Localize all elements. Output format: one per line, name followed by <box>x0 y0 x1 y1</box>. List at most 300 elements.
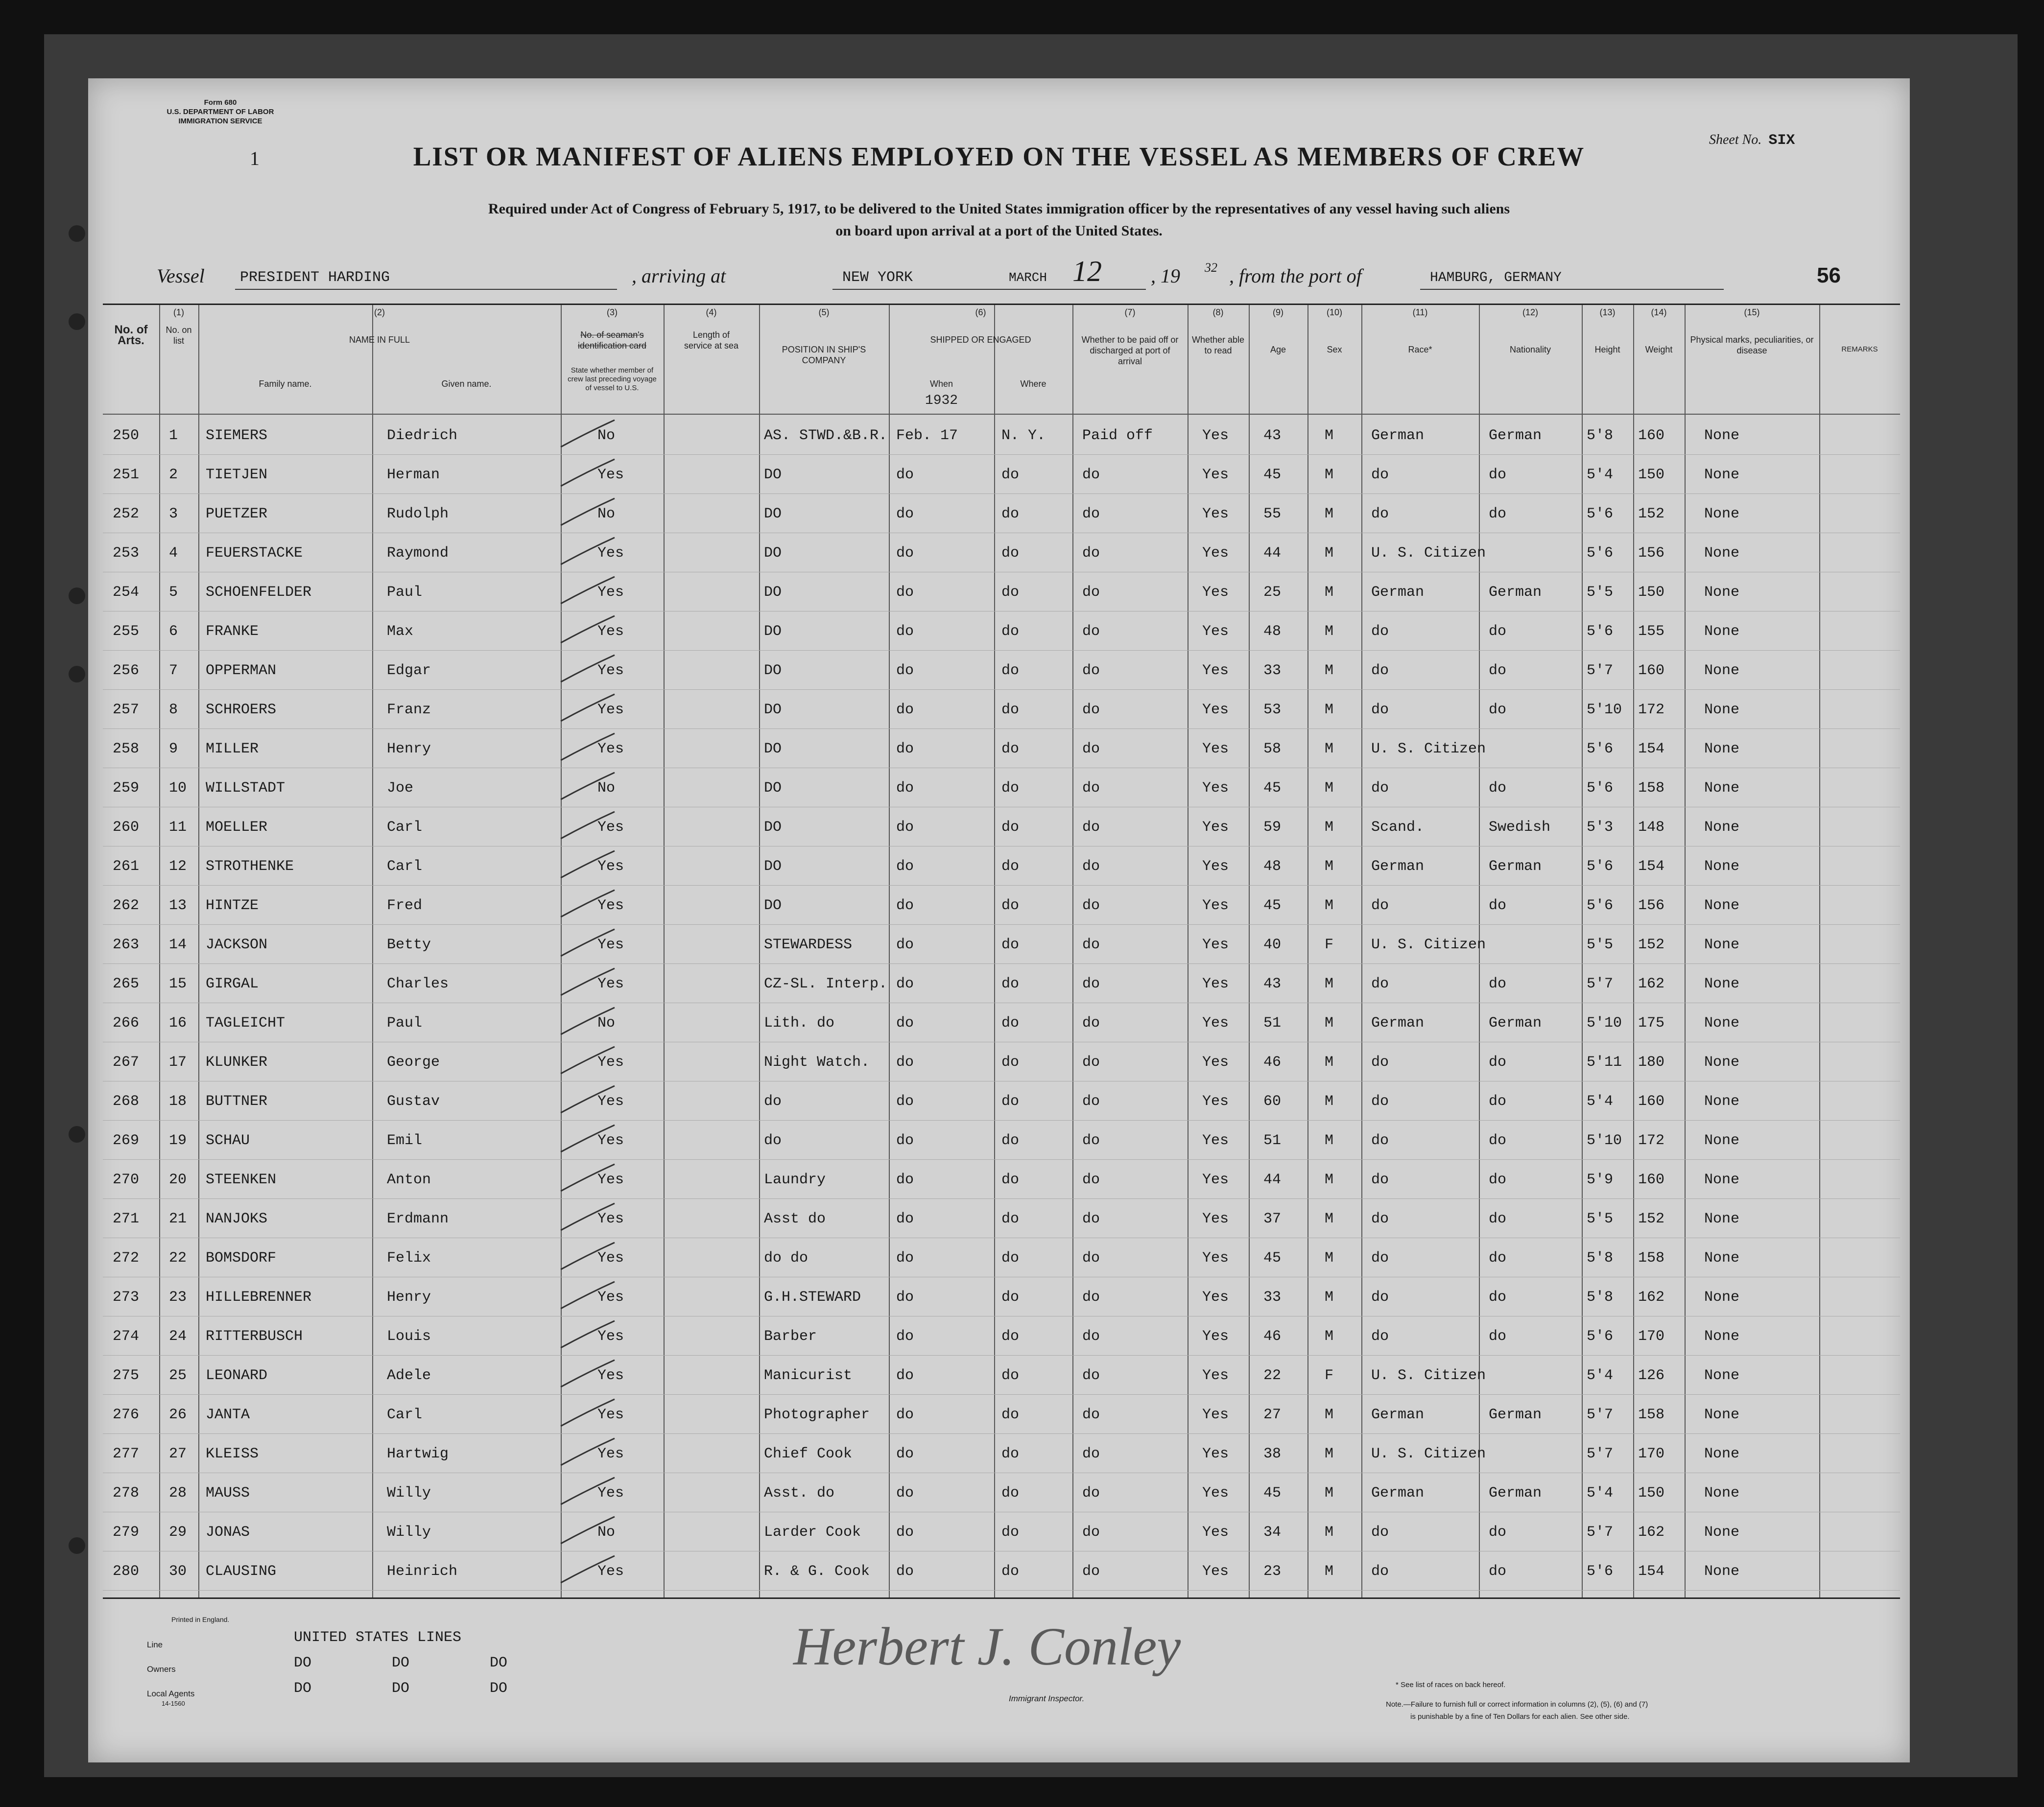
cell-no: 9 <box>169 741 178 757</box>
cell-prev: Yes <box>597 702 624 718</box>
cell-given: Carl <box>387 858 423 875</box>
cell-given: Hartwig <box>387 1446 449 1462</box>
cell-given: Adele <box>387 1367 431 1384</box>
cell-no: 6 <box>169 623 178 640</box>
cell-weight: 158 <box>1638 780 1665 797</box>
cell-arts: 256 <box>113 662 140 679</box>
cell-prev: Yes <box>597 623 624 640</box>
cell-prev: Yes <box>597 1054 624 1071</box>
cell-height: 5'6 <box>1587 1563 1614 1580</box>
subtitle-line-1: Required under Act of Congress of February 5, 1917, to be delivered to the United States immigration officer by the representatives of any vessel having such aliens <box>488 201 1510 217</box>
cell-race: do <box>1371 1250 1389 1267</box>
cell-given: Carl <box>387 819 423 836</box>
header-weight: Weight <box>1645 345 1673 354</box>
header-col-10-num: (10) <box>1326 307 1342 317</box>
cell-weight: 152 <box>1638 937 1665 953</box>
cell-weight: 172 <box>1638 702 1665 718</box>
cell-prev: Yes <box>597 1328 624 1345</box>
cell-when: do <box>896 1250 914 1267</box>
cell-when: do <box>896 976 914 992</box>
cell-family: GIRGAL <box>206 976 259 992</box>
cell-when: do <box>896 1093 914 1110</box>
cell-height: 5'6 <box>1587 506 1614 522</box>
cell-given: Heinrich <box>387 1563 458 1580</box>
cell-arts: 257 <box>113 702 140 718</box>
crew-table <box>103 304 1900 1599</box>
cell-nat: do <box>1489 1054 1507 1071</box>
cell-arts: 270 <box>113 1172 140 1188</box>
form-identifier <box>147 98 294 126</box>
cell-race: do <box>1371 467 1389 483</box>
cell-height: 5'7 <box>1587 976 1614 992</box>
cell-sex: M <box>1325 897 1334 914</box>
cell-position: Night Watch. <box>764 1054 870 1071</box>
header-col-11-num: (11) <box>1412 307 1428 317</box>
cell-read: Yes <box>1202 702 1229 718</box>
cell-where: do <box>1001 1015 1020 1032</box>
agents-value-1: DO <box>294 1680 312 1697</box>
table-row <box>103 652 1900 690</box>
cell-race: do <box>1371 1132 1389 1149</box>
cell-prev: Yes <box>597 1093 624 1110</box>
cell-given: Diedrich <box>387 427 458 444</box>
header-sex: Sex <box>1327 345 1342 354</box>
punch-hole <box>69 1537 85 1554</box>
table-row <box>103 926 1900 964</box>
cell-position: DO <box>764 545 782 562</box>
cell-no: 28 <box>169 1485 187 1502</box>
cell-position: DO <box>764 623 782 640</box>
table-row <box>103 1513 1900 1551</box>
cell-paid: do <box>1082 1054 1100 1071</box>
cell-arts: 261 <box>113 858 140 875</box>
table-row <box>103 534 1900 572</box>
header-no-on-list: No. on list <box>166 325 192 346</box>
header-no-arts: No. of Arts. <box>114 323 148 347</box>
cell-position: CZ-SL. Interp. <box>764 976 888 992</box>
cell-arts: 253 <box>113 545 140 562</box>
cell-no: 16 <box>169 1015 187 1032</box>
cell-weight: 154 <box>1638 741 1665 757</box>
cell-family: KLUNKER <box>206 1054 268 1071</box>
cell-position: DO <box>764 702 782 718</box>
cell-when: do <box>896 858 914 875</box>
header-seaman-card: No. of seaman's identification card <box>577 330 647 351</box>
header-col-12-num: (12) <box>1522 307 1538 317</box>
cell-weight: 150 <box>1638 584 1665 601</box>
cell-when: do <box>896 702 914 718</box>
cell-sex: M <box>1325 506 1334 522</box>
cell-height: 5'6 <box>1587 897 1614 914</box>
cell-nat: do <box>1489 1211 1507 1227</box>
cell-position: Asst. do <box>764 1485 835 1502</box>
cell-race: do <box>1371 1172 1389 1188</box>
cell-where: do <box>1001 1485 1020 1502</box>
cell-arts: 272 <box>113 1250 140 1267</box>
cell-where: do <box>1001 584 1020 601</box>
cell-no: 27 <box>169 1446 187 1462</box>
cell-sex: M <box>1325 584 1334 601</box>
cell-where: do <box>1001 1093 1020 1110</box>
cell-given: Henry <box>387 741 431 757</box>
cell-arts: 267 <box>113 1054 140 1071</box>
cell-arts: 269 <box>113 1132 140 1149</box>
cell-when: do <box>896 1211 914 1227</box>
cell-position: DO <box>764 467 782 483</box>
cell-sex: M <box>1325 858 1334 875</box>
cell-weight: 155 <box>1638 623 1665 640</box>
cell-position: DO <box>764 780 782 797</box>
cell-no: 4 <box>169 545 178 562</box>
cell-where: do <box>1001 702 1020 718</box>
cell-race: U. S. Citizen <box>1371 741 1486 757</box>
cell-weight: 162 <box>1638 976 1665 992</box>
cell-paid: do <box>1082 467 1100 483</box>
cell-nat: do <box>1489 467 1507 483</box>
header-col-2-num: (2) <box>374 307 385 317</box>
cell-read: Yes <box>1202 937 1229 953</box>
cell-weight: 175 <box>1638 1015 1665 1032</box>
cell-arts: 263 <box>113 937 140 953</box>
cell-no: 1 <box>169 427 178 444</box>
cell-marks: None <box>1704 1211 1740 1227</box>
cell-arts: 252 <box>113 506 140 522</box>
cell-given: Paul <box>387 1015 423 1032</box>
cell-prev: Yes <box>597 1446 624 1462</box>
cell-age: 46 <box>1263 1328 1282 1345</box>
cell-read: Yes <box>1202 1172 1229 1188</box>
cell-read: Yes <box>1202 467 1229 483</box>
cell-nat: do <box>1489 976 1507 992</box>
cell-age: 46 <box>1263 1054 1282 1071</box>
cell-read: Yes <box>1202 1524 1229 1541</box>
cell-weight: 148 <box>1638 819 1665 836</box>
cell-arts: 268 <box>113 1093 140 1110</box>
cell-no: 12 <box>169 858 187 875</box>
cell-prev: Yes <box>597 1563 624 1580</box>
cell-nat: German <box>1489 427 1542 444</box>
cell-race: U. S. Citizen <box>1371 1367 1486 1384</box>
form-number: Form 680 <box>204 98 237 107</box>
cell-paid: do <box>1082 1172 1100 1188</box>
cell-given: Anton <box>387 1172 431 1188</box>
cell-weight: 162 <box>1638 1524 1665 1541</box>
cell-prev: No <box>597 1524 616 1541</box>
cell-paid: do <box>1082 506 1100 522</box>
cell-no: 11 <box>169 819 187 836</box>
cell-height: 5'7 <box>1587 662 1614 679</box>
arrival-underline <box>832 289 1146 290</box>
cell-age: 43 <box>1263 427 1282 444</box>
cell-when: do <box>896 1132 914 1149</box>
cell-arts: 274 <box>113 1328 140 1345</box>
cell-sex: M <box>1325 780 1334 797</box>
cell-position: G.H.STEWARD <box>764 1289 861 1306</box>
cell-prev: No <box>597 506 616 522</box>
cell-where: do <box>1001 1446 1020 1462</box>
cell-position: Barber <box>764 1328 817 1345</box>
cell-sex: M <box>1325 623 1334 640</box>
cell-when: do <box>896 1054 914 1071</box>
cell-arts: 255 <box>113 623 140 640</box>
cell-arts: 277 <box>113 1446 140 1462</box>
cell-weight: 172 <box>1638 1132 1665 1149</box>
cell-marks: None <box>1704 1172 1740 1188</box>
cell-where: do <box>1001 545 1020 562</box>
cell-paid: do <box>1082 1328 1100 1345</box>
cell-marks: None <box>1704 1289 1740 1306</box>
cell-age: 22 <box>1263 1367 1282 1384</box>
cell-when: do <box>896 1446 914 1462</box>
inspector-signature: Herbert J. Conley <box>793 1617 1181 1676</box>
cell-marks: None <box>1704 1250 1740 1267</box>
header-height: Height <box>1594 345 1620 354</box>
cell-where: do <box>1001 1367 1020 1384</box>
cell-no: 5 <box>169 584 178 601</box>
cell-height: 5'5 <box>1587 1211 1614 1227</box>
cell-nat: do <box>1489 623 1507 640</box>
cell-family: BOMSDORF <box>206 1250 277 1267</box>
cell-marks: None <box>1704 702 1740 718</box>
cell-prev: Yes <box>597 741 624 757</box>
cell-sex: M <box>1325 467 1334 483</box>
cell-sex: M <box>1325 1289 1334 1306</box>
table-row <box>103 417 1900 455</box>
cell-where: do <box>1001 1289 1020 1306</box>
cell-prev: Yes <box>597 467 624 483</box>
header-col-1-num: (1) <box>173 307 184 317</box>
cell-marks: None <box>1704 858 1740 875</box>
cell-where: do <box>1001 662 1020 679</box>
cell-paid: do <box>1082 819 1100 836</box>
cell-marks: None <box>1704 741 1740 757</box>
cell-paid: Paid off <box>1082 427 1153 444</box>
cell-height: 5'6 <box>1587 741 1614 757</box>
cell-given: George <box>387 1054 440 1071</box>
cell-race: German <box>1371 1015 1425 1032</box>
cell-when: do <box>896 584 914 601</box>
cell-nat: German <box>1489 858 1542 875</box>
cell-read: Yes <box>1202 1054 1229 1071</box>
cell-no: 14 <box>169 937 187 953</box>
cell-age: 45 <box>1263 897 1282 914</box>
cell-when: do <box>896 1328 914 1345</box>
cell-no: 30 <box>169 1563 187 1580</box>
punch-hole <box>69 666 85 682</box>
cell-marks: None <box>1704 897 1740 914</box>
cell-arts: 265 <box>113 976 140 992</box>
table-row <box>103 1552 1900 1591</box>
cell-where: do <box>1001 1524 1020 1541</box>
cell-paid: do <box>1082 545 1100 562</box>
cell-age: 45 <box>1263 1485 1282 1502</box>
punch-hole <box>69 313 85 330</box>
header-year-1932: 1932 <box>925 393 958 408</box>
header-family-name: Family name. <box>259 379 312 389</box>
service-label: IMMIGRATION SERVICE <box>178 117 262 125</box>
cell-where: do <box>1001 467 1020 483</box>
cell-read: Yes <box>1202 858 1229 875</box>
cell-prev: Yes <box>597 858 624 875</box>
cell-prev: Yes <box>597 545 624 562</box>
cell-weight: 152 <box>1638 1211 1665 1227</box>
header-remarks: REMARKS <box>1841 345 1878 353</box>
cell-given: Max <box>387 623 414 640</box>
cell-paid: do <box>1082 623 1100 640</box>
cell-arts: 275 <box>113 1367 140 1384</box>
cell-family: FRANKE <box>206 623 259 640</box>
table-row <box>103 1278 1900 1316</box>
cell-when: do <box>896 1015 914 1032</box>
cell-prev: Yes <box>597 584 624 601</box>
cell-read: Yes <box>1202 1093 1229 1110</box>
cell-no: 17 <box>169 1054 187 1071</box>
cell-arts: 266 <box>113 1015 140 1032</box>
cell-age: 58 <box>1263 741 1282 757</box>
cell-no: 8 <box>169 702 178 718</box>
page-title: LIST OR MANIFEST OF ALIENS EMPLOYED ON THE VESSEL AS MEMBERS OF CREW <box>413 141 1585 171</box>
cell-read: Yes <box>1202 1015 1229 1032</box>
cell-marks: None <box>1704 545 1740 562</box>
cell-marks: None <box>1704 1093 1740 1110</box>
cell-marks: None <box>1704 1328 1740 1345</box>
cell-height: 5'11 <box>1587 1054 1622 1071</box>
cell-family: NANJOKS <box>206 1211 268 1227</box>
header-col-8-num: (8) <box>1212 307 1224 317</box>
cell-height: 5'6 <box>1587 780 1614 797</box>
cell-paid: do <box>1082 1132 1100 1149</box>
cell-given: Louis <box>387 1328 431 1345</box>
cell-nat: do <box>1489 1250 1507 1267</box>
printed-in-england: Printed in England. <box>171 1616 230 1623</box>
cell-paid: do <box>1082 937 1100 953</box>
cell-prev: Yes <box>597 976 624 992</box>
cell-when: do <box>896 1367 914 1384</box>
owners-label: Owners <box>147 1665 176 1674</box>
cell-race: do <box>1371 1524 1389 1541</box>
cell-weight: 154 <box>1638 858 1665 875</box>
cell-sex: M <box>1325 1250 1334 1267</box>
cell-weight: 160 <box>1638 1093 1665 1110</box>
cell-position: DO <box>764 584 782 601</box>
cell-paid: do <box>1082 1485 1100 1502</box>
cell-no: 10 <box>169 780 187 797</box>
header-col-4-num: (4) <box>706 307 717 317</box>
cell-arts: 260 <box>113 819 140 836</box>
cell-family: SCHROERS <box>206 702 277 718</box>
header-col-15-num: (15) <box>1744 307 1760 317</box>
cell-no: 13 <box>169 897 187 914</box>
cell-race: German <box>1371 858 1425 875</box>
cell-weight: 150 <box>1638 1485 1665 1502</box>
cell-paid: do <box>1082 976 1100 992</box>
cell-given: Gustav <box>387 1093 440 1110</box>
cell-sex: M <box>1325 662 1334 679</box>
cell-arts: 254 <box>113 584 140 601</box>
year-suffix: 32 <box>1205 260 1217 275</box>
cell-race: Scand. <box>1371 819 1425 836</box>
cell-age: 51 <box>1263 1015 1282 1032</box>
header-length-of-service: Length of service at sea <box>684 330 739 351</box>
owners-value-1: DO <box>294 1655 312 1671</box>
cell-sex: F <box>1325 937 1334 953</box>
cell-given: Herman <box>387 467 440 483</box>
cell-sex: M <box>1325 702 1334 718</box>
cell-sex: M <box>1325 1328 1334 1345</box>
cell-arts: 276 <box>113 1407 140 1423</box>
header-previous-voyage: State whether member of crew last preceding voyage of vessel to U.S. <box>568 366 657 392</box>
cell-family: TAGLEICHT <box>206 1015 285 1032</box>
cell-read: Yes <box>1202 976 1229 992</box>
cell-arts: 250 <box>113 427 140 444</box>
header-position: POSITION IN SHIP'S COMPANY <box>782 345 866 365</box>
cell-nat: do <box>1489 1289 1507 1306</box>
cell-prev: Yes <box>597 1485 624 1502</box>
table-row <box>103 456 1900 494</box>
cell-weight: 170 <box>1638 1328 1665 1345</box>
cell-age: 33 <box>1263 1289 1282 1306</box>
cell-race: U. S. Citizen <box>1371 545 1486 562</box>
cell-arts: 279 <box>113 1524 140 1541</box>
header-col-9-num: (9) <box>1273 307 1283 317</box>
cell-read: Yes <box>1202 623 1229 640</box>
cell-position: do <box>764 1132 782 1149</box>
cell-where: do <box>1001 1407 1020 1423</box>
cell-read: Yes <box>1202 1485 1229 1502</box>
header-able-to-read: Whether able to read <box>1191 335 1245 355</box>
port-label: , from the port of <box>1229 265 1362 287</box>
cell-family: RITTERBUSCH <box>206 1328 303 1345</box>
header-race: Race* <box>1408 345 1432 354</box>
cell-given: Rudolph <box>387 506 449 522</box>
year-prefix: , 19 <box>1151 265 1180 287</box>
cell-no: 29 <box>169 1524 187 1541</box>
cell-age: 25 <box>1263 584 1282 601</box>
cell-paid: do <box>1082 1407 1100 1423</box>
cell-family: HILLEBRENNER <box>206 1289 312 1306</box>
cell-race: U. S. Citizen <box>1371 1446 1486 1462</box>
cell-where: do <box>1001 623 1020 640</box>
cell-family: SCHOENFELDER <box>206 584 312 601</box>
cell-marks: None <box>1704 819 1740 836</box>
cell-marks: None <box>1704 1524 1740 1541</box>
cell-prev: No <box>597 780 616 797</box>
cell-sex: M <box>1325 1563 1334 1580</box>
cell-prev: No <box>597 427 616 444</box>
cell-where: do <box>1001 741 1020 757</box>
punch-hole <box>69 1126 85 1143</box>
cell-family: SIEMERS <box>206 427 268 444</box>
cell-paid: do <box>1082 1524 1100 1541</box>
cell-paid: do <box>1082 1446 1100 1462</box>
cell-position: Lith. do <box>764 1015 835 1032</box>
punch-hole <box>69 587 85 604</box>
header-when: When <box>929 379 953 389</box>
cell-sex: M <box>1325 1524 1334 1541</box>
cell-family: OPPERMAN <box>206 662 277 679</box>
punch-hole <box>69 225 85 242</box>
cell-sex: M <box>1325 1172 1334 1188</box>
cell-no: 7 <box>169 662 178 679</box>
cell-family: SCHAU <box>206 1132 250 1149</box>
cell-arts: 258 <box>113 741 140 757</box>
cell-nat: do <box>1489 1524 1507 1541</box>
cell-age: 38 <box>1263 1446 1282 1462</box>
cell-read: Yes <box>1202 1563 1229 1580</box>
cell-prev: Yes <box>597 1250 624 1267</box>
cell-sex: M <box>1325 1015 1334 1032</box>
cell-given: Willy <box>387 1524 431 1541</box>
